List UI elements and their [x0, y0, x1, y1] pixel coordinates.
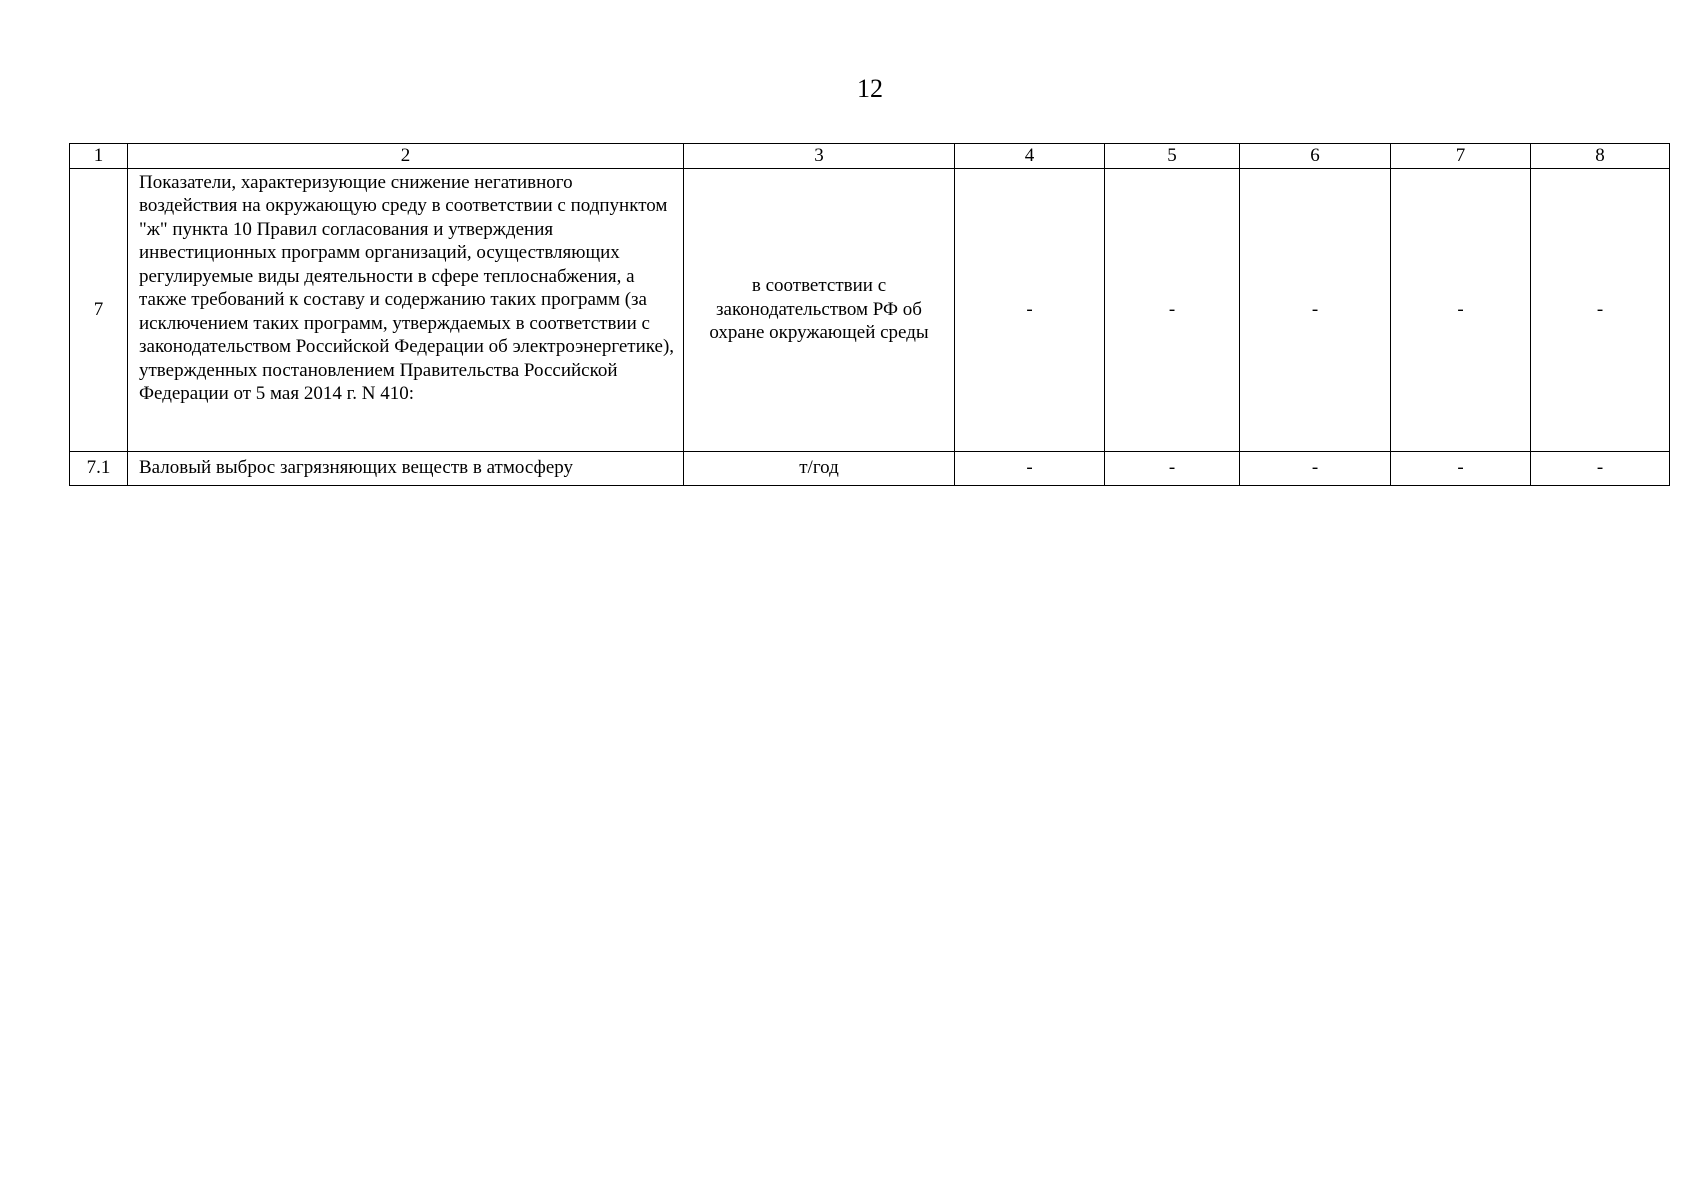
column-number-cell: 3 [684, 144, 955, 169]
table-row [70, 168, 1670, 451]
column-number-cell: 1 [70, 144, 128, 169]
value-cell: - [1105, 168, 1240, 451]
unit-cell [684, 168, 955, 451]
value-cell: - [1531, 451, 1670, 485]
value-cell: - [1240, 451, 1391, 485]
value-cell: - [955, 168, 1105, 451]
column-number-cell: 4 [955, 144, 1105, 169]
indicators-table [69, 143, 1670, 486]
column-number-cell: 6 [1240, 144, 1391, 169]
unit-text: в соответствии с законодательством РФ об охране окружающей среды [709, 275, 929, 344]
unit-cell [684, 451, 955, 485]
column-number-cell: 2 [128, 144, 684, 169]
column-number-cell: 5 [1105, 144, 1240, 169]
value-cell: - [1531, 168, 1670, 451]
value-cell: - [1105, 451, 1240, 485]
value-cell: - [955, 451, 1105, 485]
column-number-cell: 7 [1391, 144, 1531, 169]
table-row [70, 451, 1670, 485]
value-cell: - [1391, 451, 1531, 485]
row-number-cell: 7 [70, 168, 128, 451]
value-cell: - [1391, 168, 1531, 451]
column-number-row [70, 144, 1670, 169]
unit-text: т/год [799, 457, 839, 479]
indicator-name-cell: Показатели, характеризующие снижение негативного воздействия на окружающую среду в соответствии с подпунктом "ж" пункта 10 Правил согласования и утверждения инвестиционных программ организаций, осуществляющих регулируемые виды деятельности в сфере теплоснабжения, а также требований к составу и содержанию таких программ (за исключением таких программ, утверждаемых в соответствии с законодательством Российской Федерации об электроэнергетике), утвержденных постановлением Правительства Российской Федерации от 5 мая 2014 г. N 410: [128, 168, 684, 451]
value-cell: - [1240, 168, 1391, 451]
indicator-name-cell: Валовый выброс загрязняющих веществ в атмосферу [128, 451, 684, 485]
row-number-cell: 7.1 [70, 451, 128, 485]
column-number-cell: 8 [1531, 144, 1670, 169]
page-number: 12 [857, 74, 883, 103]
